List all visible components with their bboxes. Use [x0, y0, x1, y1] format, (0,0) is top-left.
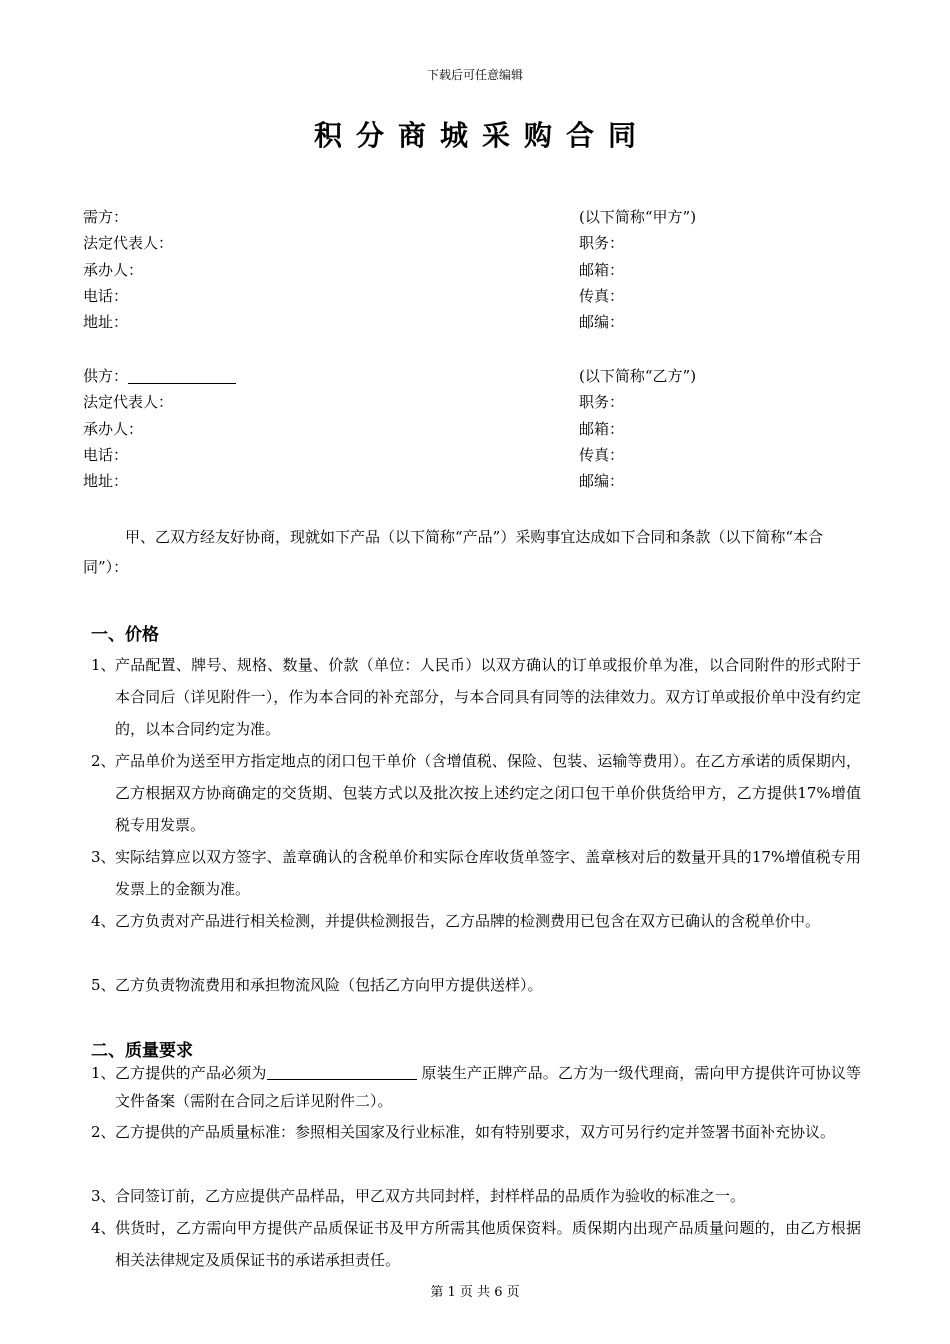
party-b-label: 承办人： — [83, 419, 144, 438]
party-a-row — [83, 204, 873, 230]
supplier-name-blank[interactable] — [128, 365, 236, 384]
party-a-right: 职务： — [579, 234, 625, 253]
party-a-label: 地址： — [83, 313, 129, 332]
party-b-right: 职务： — [579, 393, 625, 412]
party-a-right: (以下简称“甲方”) — [579, 208, 697, 226]
page-footer: 第 1 页 共 6 页 — [430, 1285, 520, 1300]
section-1-item-1 — [91, 649, 861, 745]
section-1-item-3 — [91, 841, 861, 905]
section-2-item-2 — [91, 1116, 861, 1148]
party-a-right: 传真： — [579, 286, 625, 305]
item-text: 实际结算应以双方签字、盖章确认的含税单价和实际仓库收货单签字、盖章核对后的数量开具的17%增值税专用发票上的金额为准。 — [115, 848, 861, 898]
section-1-item-5 — [91, 969, 861, 1001]
party-b-block — [83, 363, 873, 494]
party-b-label — [83, 363, 236, 389]
party-b-right: 传真： — [579, 445, 625, 464]
item-number: 4、 — [91, 1219, 116, 1237]
party-a-row — [83, 257, 873, 283]
item-number: 5、 — [91, 976, 116, 994]
item-text: 乙方负责对产品进行相关检测，并提供检测报告，乙方品牌的检测费用已包含在双方已确认的含税单价中。 — [115, 912, 821, 930]
party-a-block — [83, 204, 873, 335]
item-number: 2、 — [91, 752, 116, 770]
item-text-pre: 乙方提供的产品必须为 — [115, 1064, 267, 1082]
section-2-item-1 — [91, 1059, 861, 1115]
section-1-item-4 — [91, 905, 861, 937]
item-number: 4、 — [91, 912, 116, 930]
party-b-row — [83, 363, 873, 389]
item-number: 1、 — [91, 656, 116, 674]
supplier-label: 供方： — [83, 367, 129, 385]
party-b-row — [83, 416, 873, 442]
item-text-post: 原装生产正牌产品。乙方为一级代理商，需向甲方提供许可协议等文件备案（需附在合同之后详见附件二）。 — [115, 1064, 861, 1110]
section-2-item-4 — [91, 1212, 861, 1276]
party-a-label: 需方： — [83, 208, 129, 226]
item-text: 产品单价为送至甲方指定地点的闭口包干单价（含增值税、保险、包装、运输等费用）。在乙方承诺的质保期内，乙方根据双方协商确定的交货期、包装方式以及批次按上述约定之闭口包干单价供货给甲方，乙方提供17%增值税专用发票。 — [115, 752, 861, 834]
party-b-right: 邮箱： — [579, 419, 625, 438]
party-a-row — [83, 230, 873, 256]
party-a-right: 邮编： — [579, 313, 625, 332]
party-b-label: 电话： — [83, 445, 129, 464]
section-2-item-3 — [91, 1180, 861, 1212]
party-a-label: 电话： — [83, 286, 129, 305]
item-text: 乙方负责物流费用和承担物流风险（包括乙方向甲方提供送样）。 — [115, 976, 543, 994]
party-a-row — [83, 283, 873, 309]
section-2-title: 二、质量要求 — [91, 1041, 193, 1061]
item-number: 3、 — [91, 1187, 116, 1205]
party-b-row — [83, 389, 873, 415]
header-note: 下载后可任意编辑 — [426, 68, 523, 82]
item-text: 乙方提供的产品质量标准：参照相关国家及行业标准，如有特别要求，双方可另行约定并签署书面补充协议。 — [115, 1123, 836, 1141]
party-b-right: 邮编： — [579, 472, 625, 491]
party-a-label: 承办人： — [83, 260, 144, 279]
brand-name-blank[interactable] — [267, 1063, 417, 1080]
item-text: 供货时，乙方需向甲方提供产品质保证书及甲方所需其他质保资料。质保期内出现产品质量问题的，由乙方根据相关法律规定及质保证书的承诺承担责任。 — [115, 1219, 861, 1269]
party-a-right: 邮箱： — [579, 260, 625, 279]
item-number: 3、 — [91, 848, 116, 866]
party-b-row — [83, 468, 873, 494]
party-b-row — [83, 442, 873, 468]
section-1-title: 一、价格 — [91, 625, 159, 645]
item-number: 2、 — [91, 1123, 116, 1141]
document-title: 积分商城采购合同 — [313, 119, 650, 152]
party-a-label: 法定代表人： — [83, 234, 174, 253]
party-b-label: 法定代表人： — [83, 393, 174, 412]
party-a-row — [83, 309, 873, 335]
item-text — [91, 1059, 861, 1115]
party-b-right: (以下简称“乙方”) — [579, 367, 697, 385]
item-text: 产品配置、牌号、规格、数量、价款（单位：人民币）以双方确认的订单或报价单为准，以合同附件的形式附于本合同后（详见附件一），作为本合同的补充部分，与本合同具有同等的法律效力。双方订单或报价单中没有约定的，以本合同约定为准。 — [115, 656, 861, 738]
item-text: 合同签订前，乙方应提供产品样品，甲乙双方共同封样，封样样品的品质作为验收的标准之一。 — [115, 1187, 746, 1205]
intro-paragraph: 甲、乙双方经友好协商，现就如下产品（以下简称“产品”）采购事宜达成如下合同和条款（以下简称“本合同”）： — [83, 528, 824, 576]
party-b-label: 地址： — [83, 472, 129, 491]
item-number: 1、 — [91, 1064, 116, 1082]
section-1-item-2 — [91, 745, 861, 841]
